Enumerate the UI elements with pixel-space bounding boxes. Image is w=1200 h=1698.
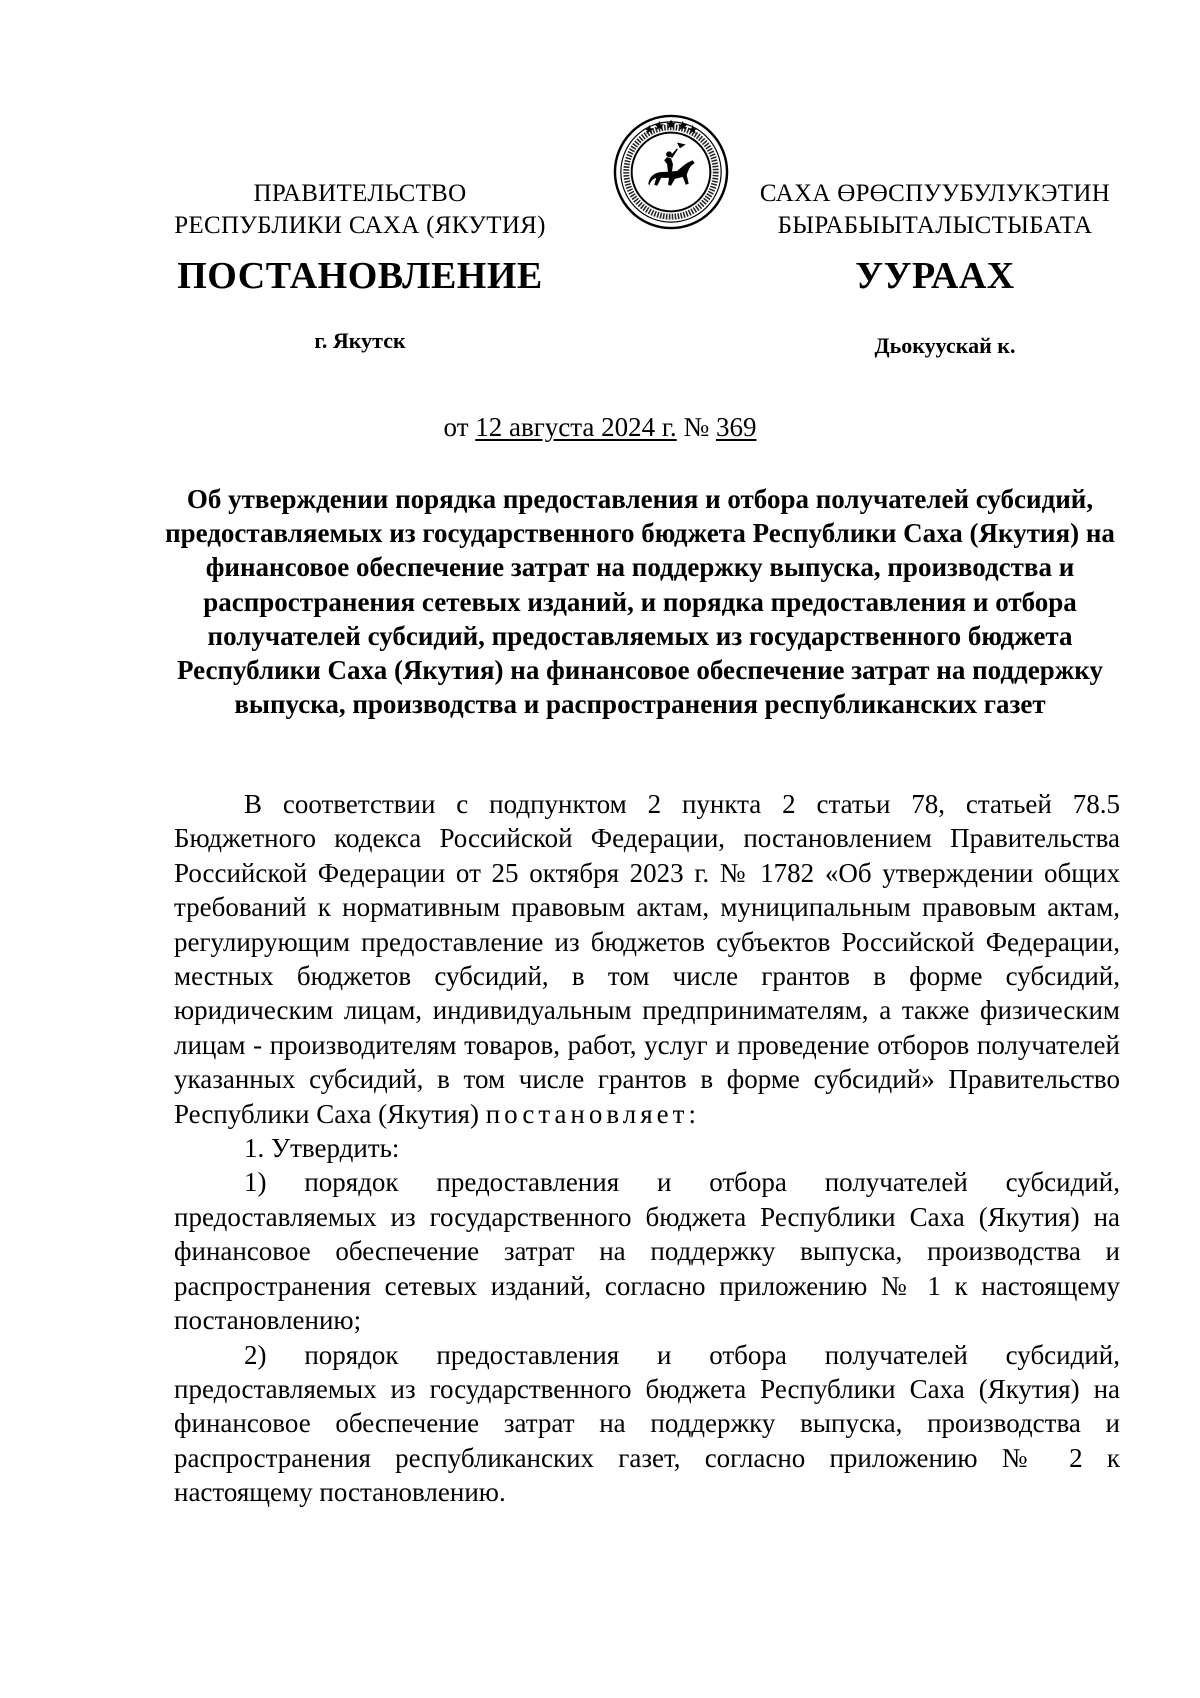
preamble-text: В соответствии с подпунктом 2 пункта 2 статьи 78, статьей 78.5 Бюджетного кодекса Российской Федерации, постановлением Правительства Российской Федерации от 25 октября 2023 г. № 1782 «Об утверждении общих требований к нормативным правовым актам, муниципальным правовым актам, регулирующим предоставление из бюджетов субъектов Российской Федерации, местных бюджетов субсидий, в том числе грантов в форме субсидий, юридическим лицам, индивидуальным предпринимателям, а также физическим лицам - производителям товаров, работ, услуг и проведение отборов получателей указанных субсидий, в том числе грантов в форме субсидий» Правительство Республики Саха (Якутия) [174, 789, 1120, 1129]
document-type-russian: ПОСТАНОВЛЕНИЕ [177, 255, 543, 297]
issuer-line-1: ПРАВИТЕЛЬСТВО [253, 180, 467, 207]
document-title: Об утверждении порядка предоставления и отбора получателей субсидий, предоставляемых из государственного бюджета Республики Саха (Якутия) на финансовое обеспечение затрат на поддержку выпуска, производства и распространения сетевых изданий, и порядка предоставления и отбора получателей субсидий, предоставляемых из государственного бюджета Республики Саха (Якутия) на финансовое обеспечение затрат на поддержку выпуска, производства и распространения республиканских газет [165, 484, 1115, 720]
document-body [174, 787, 1120, 1510]
document-date-line [0, 412, 1200, 443]
preamble-paragraph [174, 787, 1120, 1131]
item-1-1: 1) порядок предоставления и отбора получателей субсидий, предоставляемых из государственного бюджета Республики Саха (Якутия) на финансовое обеспечение затрат на поддержку выпуска, производства и распространения сетевых изданий, согласно приложению № 1 к настоящему постановлению; [174, 1167, 1120, 1336]
date-prefix: от [443, 412, 476, 442]
item-1: 1. Утвердить: [244, 1133, 400, 1164]
document-date: 12 августа 2024 г. [475, 412, 677, 442]
issuer-header-sakha [745, 178, 1125, 242]
coat-of-arms-sakha-icon [612, 113, 730, 231]
document-number: 369 [715, 412, 757, 442]
preamble-verb: постановляет: [485, 1098, 700, 1129]
city-russian: г. Якутск [314, 328, 406, 353]
issuer-header-russian [160, 178, 560, 242]
document-type-sakha: УУРААХ [855, 255, 1015, 297]
issuer-line-2-sakha: БЫРАБЫЫТАЛЫСТЫБАТА [777, 212, 1093, 239]
item-1-2: 2) порядок предоставления и отбора получателей субсидий, предоставляемых из государственного бюджета Республики Саха (Якутия) на финансовое обеспечение затрат на поддержку выпуска, производства и распространения республиканских газет, согласно приложению № 2 к настоящему постановлению. [174, 1339, 1120, 1508]
city-sakha: Дьокуускай к. [874, 333, 1016, 358]
issuer-line-1-sakha: САХА ӨРӨСПУУБУЛУКЭТИН [759, 180, 1111, 207]
issuer-line-2: РЕСПУБЛИКИ САХА (ЯКУТИЯ) [174, 212, 546, 239]
number-sign: № [676, 412, 716, 442]
